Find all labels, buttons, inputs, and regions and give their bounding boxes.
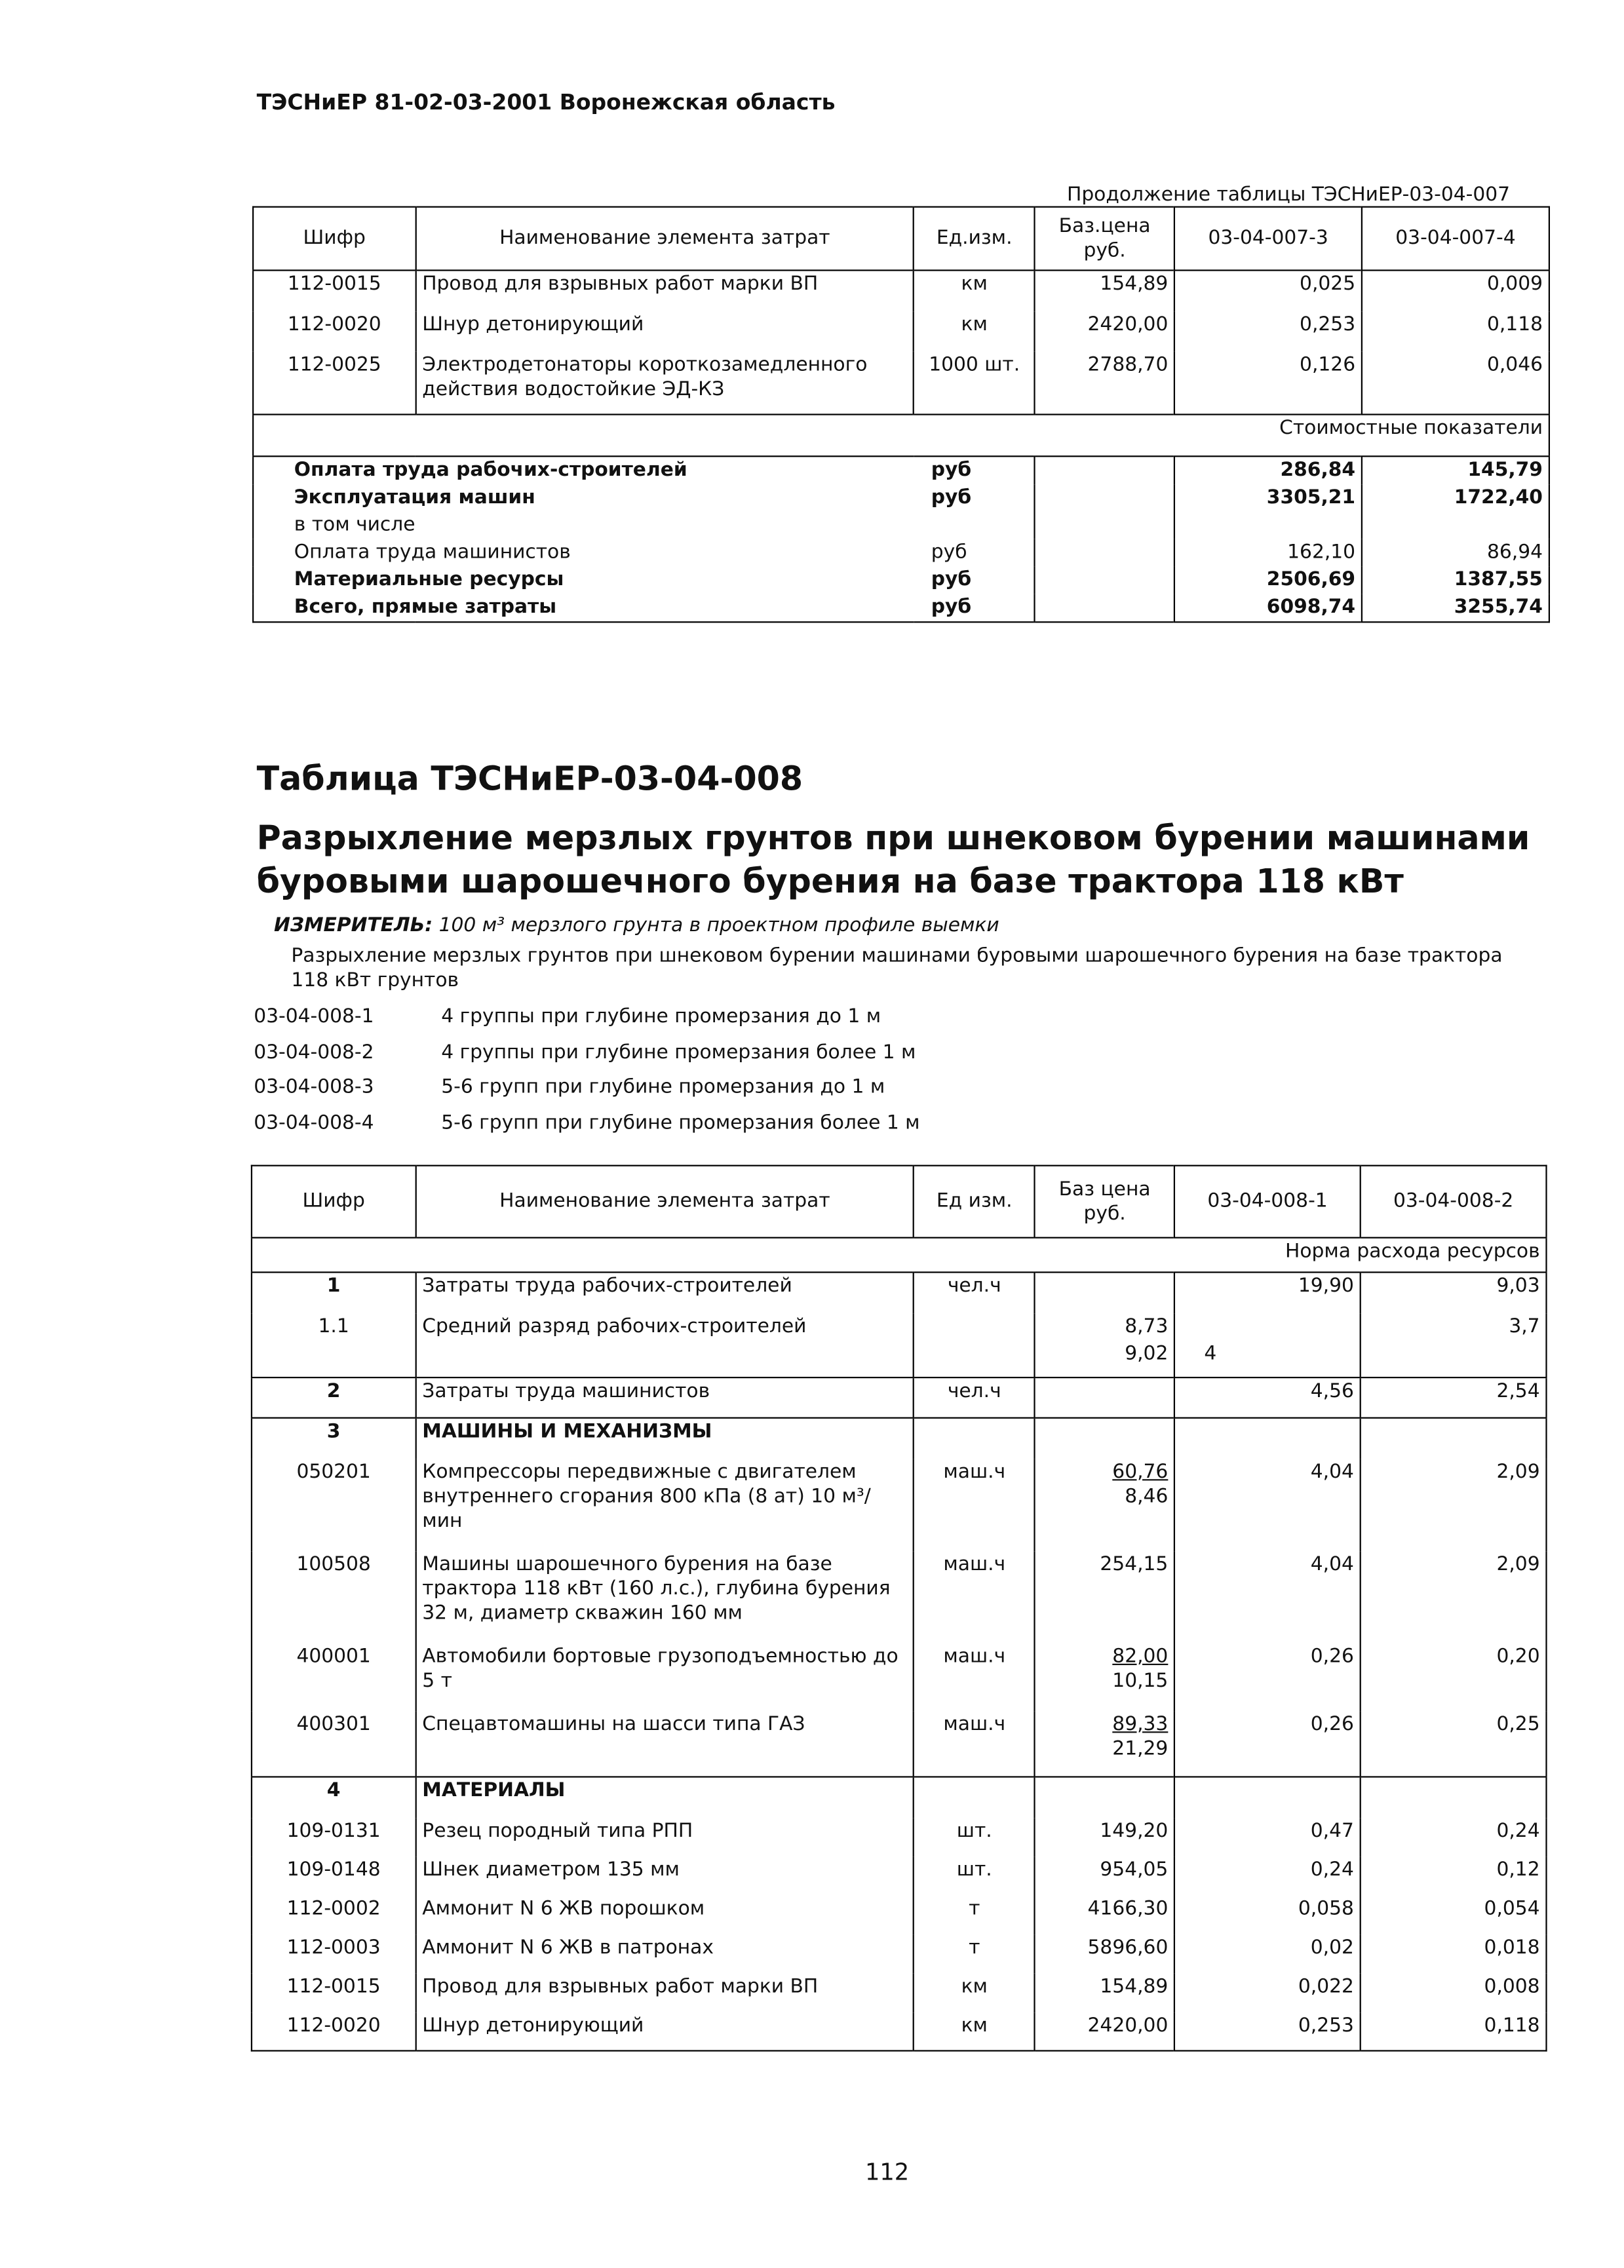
table-row [252, 1973, 1547, 2012]
cell-name: Шнек диаметром 135 мм [416, 1856, 914, 1895]
summary-value: 145,79 [1362, 456, 1549, 484]
summary-row [253, 594, 1549, 622]
cell-value: 4,56 [1174, 1377, 1361, 1418]
cell-name: Затраты труда машинистов [416, 1377, 914, 1418]
cell-code: 1.1 [318, 1314, 349, 1337]
cell-unit: маш.ч [914, 1710, 1035, 1777]
cell-unit: т [914, 1895, 1035, 1934]
summary-unit: руб [931, 541, 967, 564]
summary-value: 86,94 [1362, 539, 1549, 567]
summary-unit: руб [931, 486, 972, 509]
cell-code: 112-0003 [286, 1935, 381, 1959]
cell-unit: т [914, 1934, 1035, 1972]
table-header-row [252, 1166, 1547, 1238]
summary-value: 6098,74 [1174, 594, 1362, 622]
summary-row [253, 512, 1549, 539]
table-row [253, 271, 1549, 311]
cell-price: 154,89 [1035, 1973, 1174, 2012]
cell-value: 4,04 [1174, 1458, 1361, 1550]
summary-row [253, 567, 1549, 594]
cell-code: 1 [326, 1274, 341, 1297]
code-desc: 5-6 групп при глубине промерзания до 1 м [441, 1075, 885, 1099]
cell-code: 4 [326, 1778, 341, 1802]
code-desc: 5-6 групп при глубине промерзания более 1 м [441, 1111, 920, 1134]
col-header: Шифр [303, 226, 366, 250]
price-wage: 8,46 [1125, 1484, 1169, 1508]
cell-name: Аммонит N 6 ЖВ порошком [416, 1895, 914, 1934]
summary-unit: руб [931, 595, 972, 619]
cell-price: 2788,70 [1035, 351, 1174, 415]
cell-code: 2 [326, 1379, 341, 1403]
cell-value: 0,02 [1174, 1934, 1361, 1972]
code-id: 03-04-008-1 [254, 1005, 374, 1028]
cell-price: 154,89 [1035, 271, 1174, 311]
cell-price [1035, 1643, 1174, 1710]
col-header: Шифр [302, 1189, 365, 1213]
cell-value: 0,20 [1361, 1643, 1547, 1710]
cell-code: 112-0025 [287, 352, 381, 376]
cell-price: 2420,00 [1035, 311, 1174, 351]
cell-price [1035, 1710, 1174, 1777]
code-id: 03-04-008-3 [254, 1075, 374, 1099]
cell-value [1174, 1313, 1361, 1340]
code-item [254, 1040, 919, 1075]
cell-value: 4 [1174, 1340, 1361, 1377]
cell-price [1035, 1377, 1174, 1418]
table-row [252, 1817, 1547, 1856]
cell-value: 0,118 [1362, 311, 1549, 351]
summary-label: Материальные ресурсы [294, 567, 564, 591]
cell-code: 112-0015 [286, 1974, 381, 1998]
cell-unit: чел.ч [914, 1273, 1035, 1313]
cell-code: 3 [326, 1420, 341, 1444]
cell-value: 2,09 [1361, 1458, 1547, 1550]
cell-price: 4166,30 [1035, 1895, 1174, 1934]
summary-unit: руб [931, 458, 972, 482]
table-header-row [253, 207, 1549, 271]
cell-value: 0,25 [1361, 1710, 1547, 1777]
measure-text: 100 м³ мерзлого грунта в проектном профиле выемки [438, 913, 999, 937]
col-header: 03-04-008-1 [1174, 1166, 1361, 1238]
cell-value: 0,058 [1174, 1895, 1361, 1934]
cell-value: 0,054 [1361, 1895, 1547, 1934]
summary-label: Оплата труда рабочих-строителей [294, 458, 687, 482]
table-heading: Разрыхление мерзлых грунтов при шнековом бурении машинами буровыми шарошечного бурения на базе трактора 118 кВт [256, 820, 1530, 901]
cell-name: Провод для взрывных работ марки ВП [416, 1973, 914, 2012]
col-header: Баз.цена руб. [1035, 207, 1174, 271]
cell-value: 0,253 [1174, 311, 1362, 351]
cell-unit: маш.ч [914, 1643, 1035, 1710]
summary-value: 2506,69 [1174, 567, 1362, 594]
cell-value: 0,025 [1174, 271, 1362, 311]
cell-value: 0,008 [1361, 1973, 1547, 2012]
cell-value: 2,09 [1361, 1550, 1547, 1643]
cell-value: 0,046 [1362, 351, 1549, 415]
summary-unit: руб [931, 567, 972, 591]
table-row [252, 1340, 1547, 1377]
cell-value: 0,018 [1361, 1934, 1547, 1972]
cell-name: Шнур детонирующий [416, 311, 914, 351]
cell-name: Резец породный типа РПП [416, 1817, 914, 1856]
cell-value: 3,7 [1361, 1313, 1547, 1340]
section-row-machines [252, 1418, 1547, 1459]
col-header: Ед изм. [914, 1166, 1035, 1238]
col-header: 03-04-008-2 [1361, 1166, 1547, 1238]
summary-row [253, 539, 1549, 567]
cell-code: 109-0131 [286, 1818, 381, 1842]
code-item [254, 1075, 919, 1111]
section-row-materials [252, 1777, 1547, 1818]
code-list [254, 1005, 919, 1146]
cell-value: 19,90 [1174, 1273, 1361, 1313]
cell-price: 2420,00 [1035, 2012, 1174, 2050]
measure-line [274, 914, 999, 937]
summary-row [253, 484, 1549, 512]
cell-code: 100508 [296, 1552, 371, 1575]
section-label: Стоимостные показатели [1174, 415, 1549, 457]
summary-label: Оплата труда машинистов [294, 541, 571, 564]
summary-value: 1722,40 [1362, 484, 1549, 512]
cell-code: 112-0002 [286, 1896, 381, 1920]
summary-value: 1387,55 [1362, 567, 1549, 594]
cell-unit: маш.ч [914, 1458, 1035, 1550]
code-item [254, 1111, 919, 1146]
price-main: 60,76 [1112, 1459, 1169, 1483]
page-number: 112 [865, 2158, 910, 2186]
cell-price: 954,05 [1035, 1856, 1174, 1895]
price-main: 82,00 [1112, 1644, 1169, 1668]
running-header: ТЭСНиЕР 81-02-03-2001 Воронежская область [256, 89, 836, 115]
cell-value: 9,03 [1361, 1273, 1547, 1313]
code-desc: 4 группы при глубине промерзания до 1 м [441, 1005, 881, 1028]
cell-value: 0,12 [1361, 1856, 1547, 1895]
table-row [252, 1895, 1547, 1934]
measure-label: ИЗМЕРИТЕЛЬ: [274, 913, 433, 937]
cell-unit: шт. [914, 1817, 1035, 1856]
cell-value: 0,126 [1174, 351, 1362, 415]
cell-value: 0,022 [1174, 1973, 1361, 2012]
cell-code: 112-0020 [287, 312, 381, 336]
cell-value: 0,24 [1174, 1856, 1361, 1895]
cell-value: 0,26 [1174, 1643, 1361, 1710]
cell-unit: км [914, 1973, 1035, 2012]
cell-name: Автомобили бортовые грузоподъемностью до 5 т [416, 1643, 914, 1710]
cell-price: 9,02 [1035, 1340, 1174, 1377]
cell-name: Спецавтомашины на шасси типа ГАЗ [416, 1710, 914, 1777]
col-header: Баз цена руб. [1035, 1166, 1174, 1238]
table-continuation-caption: Продолжение таблицы ТЭСНиЕР-03-04-007 [1067, 183, 1511, 206]
summary-value: 3255,74 [1362, 594, 1549, 622]
cell-value: 4,04 [1174, 1550, 1361, 1643]
table-row [253, 351, 1549, 415]
section-description: Разрыхление мерзлых грунтов при шнековом бурении машинами буровыми шарошечного бурения на базе трактора 118 кВт грунтов [291, 944, 1503, 992]
table-row [252, 1934, 1547, 1972]
table-title: Таблица ТЭСНиЕР-03-04-008 [256, 761, 803, 799]
cell-name: Машины шарошечного бурения на базе трактора 118 кВт (160 л.с.), глубина бурения 32 м, диаметр скважин 160 мм [416, 1550, 914, 1643]
cell-code: 112-0020 [286, 2013, 381, 2037]
cell-code: 050201 [296, 1459, 371, 1483]
cell-value: 0,253 [1174, 2012, 1361, 2050]
cell-value: 0,118 [1361, 2012, 1547, 2050]
cell-value: 0,26 [1174, 1710, 1361, 1777]
cell-name: Шнур детонирующий [416, 2012, 914, 2050]
cell-unit: 1000 шт. [914, 351, 1035, 415]
summary-value: 162,10 [1174, 539, 1362, 567]
table-row [252, 1643, 1547, 1710]
cell-name: Аммонит N 6 ЖВ в патронах [416, 1934, 914, 1972]
cell-code: 112-0015 [287, 272, 381, 296]
norm-label: Норма расхода ресурсов [1285, 1240, 1540, 1263]
code-id: 03-04-008-4 [254, 1111, 374, 1134]
section-title: МАШИНЫ И МЕХАНИЗМЫ [416, 1418, 914, 1459]
section-label-row [253, 415, 1549, 457]
cell-value: 2,54 [1361, 1377, 1547, 1418]
table-03-04-008 [251, 1165, 1547, 2052]
summary-row [253, 456, 1549, 484]
cell-name: Компрессоры передвижные с двигателем внутреннего сгорания 800 кПа (8 ат) 10 м³/мин [416, 1458, 914, 1550]
summary-value: 286,84 [1174, 456, 1362, 484]
table-row [252, 1856, 1547, 1895]
cell-code: 109-0148 [286, 1857, 381, 1881]
norm-label-row [252, 1238, 1547, 1273]
table-row [252, 1377, 1547, 1418]
cell-unit: чел.ч [914, 1377, 1035, 1418]
code-id: 03-04-008-2 [254, 1040, 374, 1064]
col-header: 03-04-007-4 [1362, 207, 1549, 271]
cell-code: 400001 [296, 1644, 371, 1668]
price-wage: 10,15 [1112, 1668, 1169, 1692]
table-03-04-007-continuation [252, 206, 1550, 623]
price-wage: 21,29 [1112, 1736, 1169, 1760]
summary-label: Эксплуатация машин [294, 486, 535, 509]
cell-price: 254,15 [1035, 1550, 1174, 1643]
code-item [254, 1005, 919, 1040]
cell-name: Провод для взрывных работ марки ВП [416, 271, 914, 311]
table-row [253, 311, 1549, 351]
cell-unit: км [914, 2012, 1035, 2050]
code-desc: 4 группы при глубине промерзания более 1 м [441, 1040, 916, 1064]
cell-value: 0,24 [1361, 1817, 1547, 1856]
table-row [252, 1710, 1547, 1777]
summary-label: в том числе [294, 513, 416, 537]
cell-price: 8,73 [1035, 1313, 1174, 1340]
cell-price: 5896,60 [1035, 1934, 1174, 1972]
col-header: Наименование элемента затрат [416, 1166, 914, 1238]
col-header: 03-04-007-3 [1174, 207, 1362, 271]
table-row [252, 1273, 1547, 1313]
cell-name: Электродетонаторы короткозамедленного действия водостойкие ЭД-КЗ [416, 351, 914, 415]
cell-unit: маш.ч [914, 1550, 1035, 1643]
cell-price [1035, 1458, 1174, 1550]
table-row [252, 2012, 1547, 2050]
cell-unit: км [914, 271, 1035, 311]
cell-value: 0,009 [1362, 271, 1549, 311]
price-main: 89,33 [1112, 1712, 1169, 1735]
summary-value: 3305,21 [1174, 484, 1362, 512]
table-row [252, 1550, 1547, 1643]
cell-code: 400301 [296, 1712, 371, 1735]
cell-unit [914, 1313, 1035, 1340]
cell-name: Затраты труда рабочих-строителей [416, 1273, 914, 1313]
section-title: МАТЕРИАЛЫ [416, 1777, 914, 1818]
col-header: Ед.изм. [914, 207, 1035, 271]
cell-price [1035, 1273, 1174, 1313]
cell-unit: шт. [914, 1856, 1035, 1895]
cell-name: Средний разряд рабочих-строителей [416, 1313, 914, 1340]
table-row [252, 1313, 1547, 1340]
cell-price: 149,20 [1035, 1817, 1174, 1856]
cell-unit: км [914, 311, 1035, 351]
table-row [252, 1458, 1547, 1550]
cell-value: 0,47 [1174, 1817, 1361, 1856]
summary-label: Всего, прямые затраты [294, 595, 557, 619]
col-header: Наименование элемента затрат [416, 207, 914, 271]
